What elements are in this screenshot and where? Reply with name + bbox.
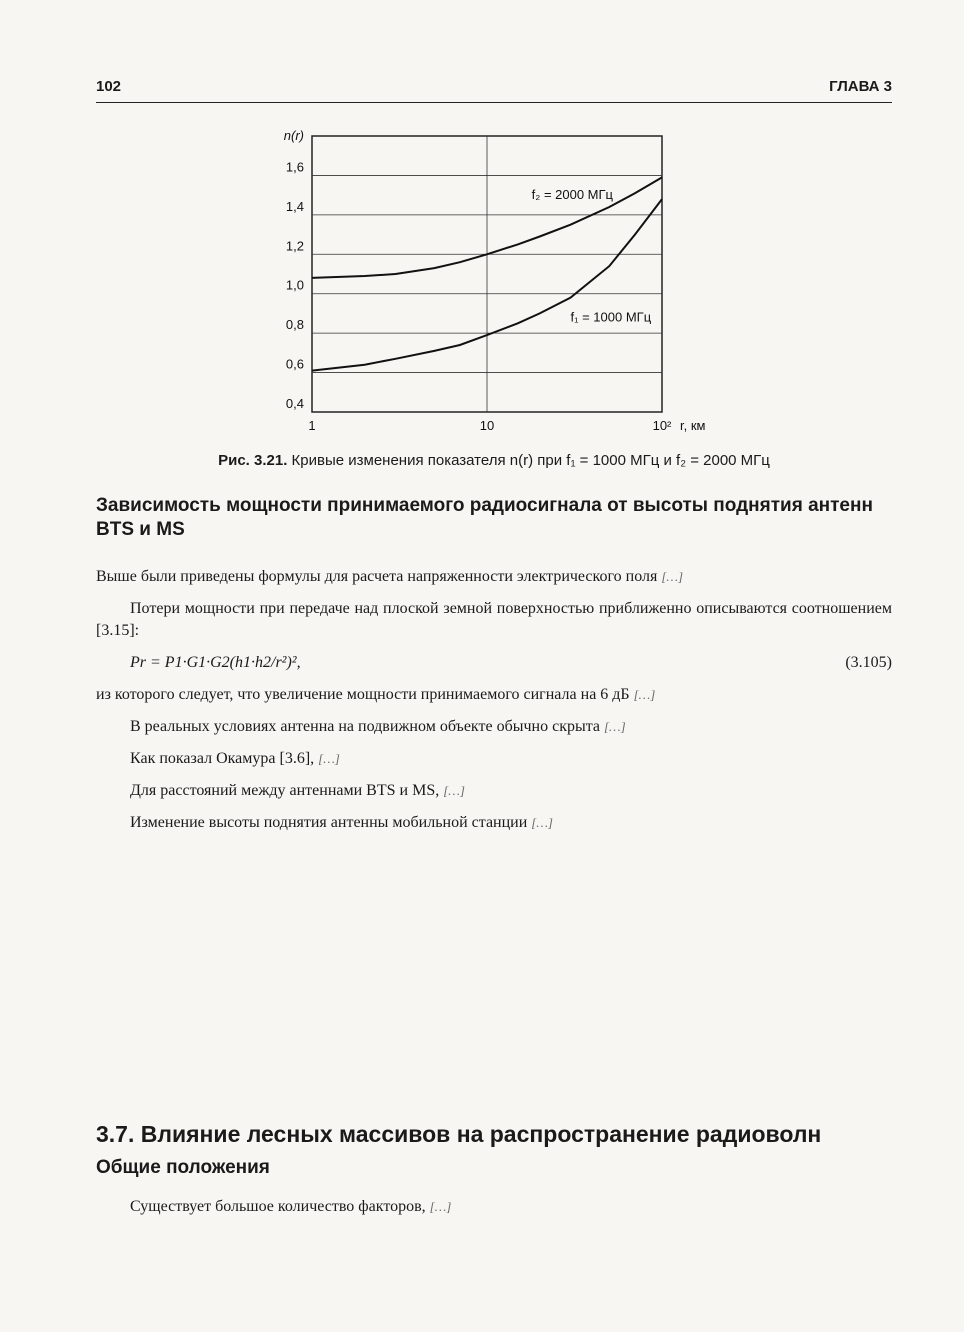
data-point [570, 224, 571, 225]
y-tick-label: 0,8 [285, 317, 304, 333]
chart-svg [250, 122, 720, 452]
data-point [434, 267, 435, 268]
data-point [486, 335, 487, 336]
paragraph: из которого следует, что увеличение мощности принимаемого сигнала на 6 дБ […] [96, 686, 656, 703]
data-point [364, 275, 365, 276]
data-point [661, 177, 662, 178]
data-point [570, 297, 571, 298]
page-number: 102 [96, 78, 122, 95]
section-heading: Зависимость мощности принимаемого радиосигнала от высоты поднятия антенн BTS и MS [96, 495, 873, 540]
figure-chart [250, 122, 720, 452]
data-point [634, 193, 635, 194]
y-tick-label: 1,0 [285, 277, 304, 293]
paragraph: В реальных условиях антенна на подвижном объекте обычно скрыта […] [130, 718, 626, 735]
y-tick-label: 1,6 [285, 159, 304, 175]
x-tick-label: 10 [479, 418, 495, 433]
y-tick-label: 1,4 [285, 198, 304, 214]
data-point [609, 206, 610, 207]
data-point [609, 266, 610, 267]
data-point [539, 313, 540, 314]
formula [96, 652, 892, 674]
paragraph: Для расстояний между антеннами BTS и MS, […] [130, 782, 465, 799]
data-point [486, 254, 487, 255]
y-tick-label: 0,4 [285, 396, 304, 411]
caption-text: Кривые изменения показателя n(r) при f₁ = 1000 МГц и f₂ = 2000 МГц [291, 452, 770, 469]
body-text [96, 566, 892, 844]
data-point [434, 350, 435, 351]
y-tick-label: 1,2 [285, 238, 304, 254]
paragraph: Существует большое количество факторов, […] [130, 1198, 452, 1215]
data-point [539, 236, 540, 237]
formula-equation: Pr = P1·G1·G2(h1·h2/r²)², [130, 654, 301, 671]
x-tick-label: 10² [652, 418, 672, 433]
data-point [517, 323, 518, 324]
data-point [395, 358, 396, 359]
series-label: f₂ = 2000 МГц [531, 187, 614, 203]
chapter-label: ГЛАВА 3 [829, 78, 892, 95]
data-point [459, 344, 460, 345]
body-text-continued [96, 1196, 892, 1228]
data-point [311, 277, 312, 278]
section-title: 3.7. Влияние лесных массивов на распространение радиоволн [96, 1121, 822, 1147]
data-point [459, 262, 460, 263]
paragraph: Изменение высоты поднятия антенны мобильной станции […] [130, 814, 553, 831]
formula-number: (3.105) [845, 654, 892, 671]
series-label: f₁ = 1000 МГц [570, 309, 652, 325]
x-axis-label: r, км [680, 418, 706, 433]
paragraph: Выше были приведены формулы для расчета напряженности электрического поля […] [96, 568, 684, 585]
subsection-title: Общие положения [96, 1157, 270, 1178]
data-point [634, 234, 635, 235]
data-point [517, 244, 518, 245]
y-axis-label: n(r) [283, 128, 304, 143]
paragraph: Потери мощности при передаче над плоской земной поверхностью приближенно описываются соотношением [3.15]: [96, 600, 892, 639]
paragraph: Как показал Окамура [3.6], […] [130, 750, 340, 767]
data-point [395, 273, 396, 274]
data-point [364, 364, 365, 365]
y-tick-label: 0,6 [285, 356, 304, 372]
data-point [661, 198, 662, 199]
caption-label: Рис. 3.21. [218, 452, 288, 469]
data-point [311, 370, 312, 371]
x-tick-label: 1 [308, 418, 316, 433]
page-header [96, 72, 892, 103]
figure-caption [96, 452, 892, 469]
